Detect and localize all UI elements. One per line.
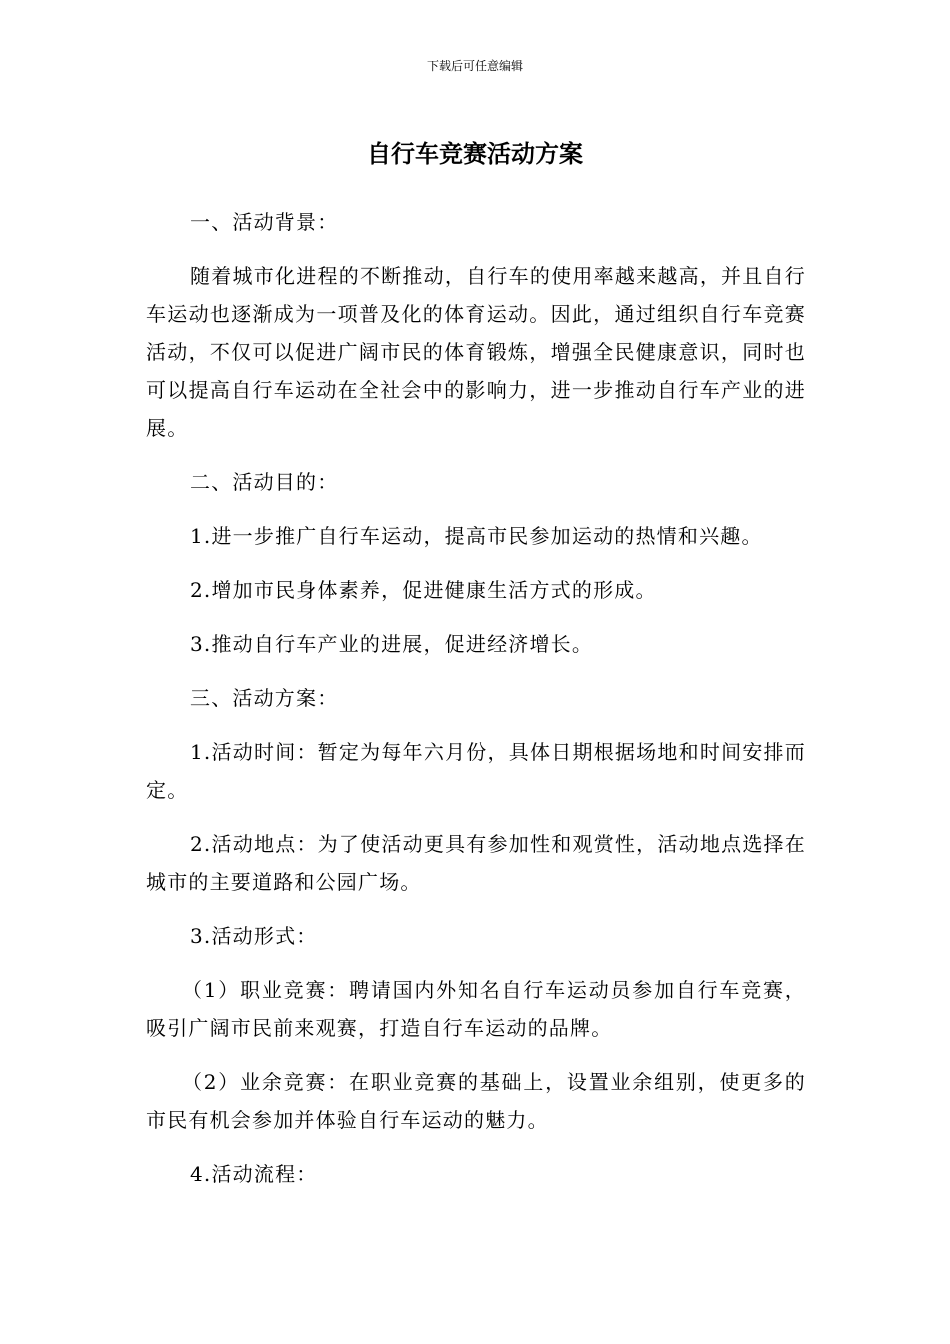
plan-item-process: 4.活动流程： xyxy=(190,1162,318,1186)
background-paragraph: 随着城市化进程的不断推动，自行车的使用率越来越高，并且自行车运动也逐渐成为一项普及化的体育运动。因此，通过组织自行车竞赛活动，不仅可以促进广阔市民的体育锻炼，增强全民健康意识，同时也可以提高自行车运动在全社会中的影响力，进一步推动自行车产业的进展。 xyxy=(146,264,806,440)
plan-item-form: 3.活动形式： xyxy=(190,924,318,948)
plan-item-time: 1.活动时间：暂定为每年六月份，具体日期根据场地和时间安排而定。 xyxy=(146,740,806,802)
form-item-professional: （1）职业竞赛：聘请国内外知名自行车运动员参加自行车竞赛，吸引广阔市民前来观赛，打造自行车运动的品牌。 xyxy=(146,978,806,1040)
purpose-item: 1.进一步推广自行车运动，提高市民参加运动的热情和兴趣。 xyxy=(190,524,763,548)
purpose-item: 3.推动自行车产业的进展，促进经济增长。 xyxy=(190,632,594,656)
section-heading-background: 一、活动背景： xyxy=(190,210,339,234)
plan-item-location: 2.活动地点：为了使活动更具有参加性和观赏性，活动地点选择在城市的主要道路和公园广场。 xyxy=(146,832,806,894)
section-heading-plan: 三、活动方案： xyxy=(190,686,339,710)
header-note: 下载后可任意编辑 xyxy=(426,59,523,73)
form-item-amateur: （2）业余竞赛：在职业竞赛的基础上，设置业余组别，使更多的市民有机会参加并体验自行车运动的魅力。 xyxy=(146,1070,806,1132)
section-heading-purpose: 二、活动目的： xyxy=(190,470,339,494)
purpose-item: 2.增加市民身体素养，促进健康生活方式的形成。 xyxy=(190,578,657,602)
document-title: 自行车竞赛活动方案 xyxy=(367,140,583,168)
